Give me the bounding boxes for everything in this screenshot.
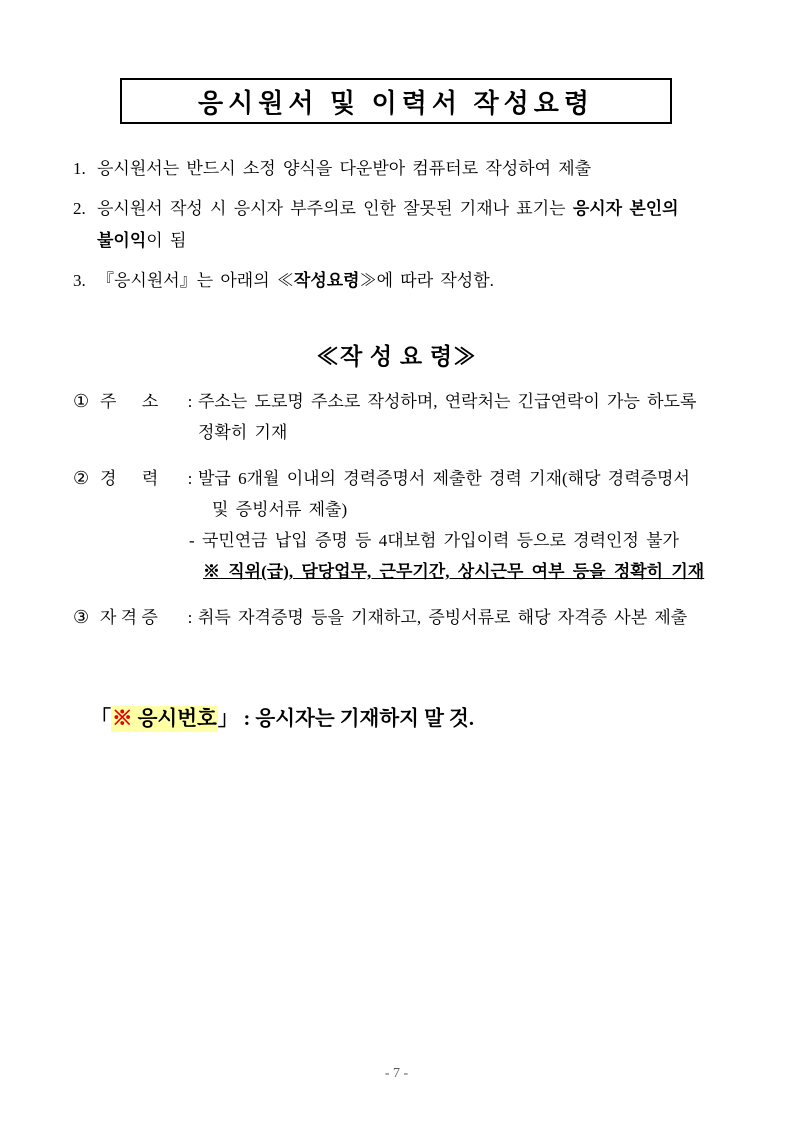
item-text [97, 265, 743, 297]
guide-label: 자 격 증 [100, 608, 158, 627]
item-text [97, 193, 743, 257]
text-line: - 국민연금 납입 증명 등 4대보험 가입이력 등으로 경력인정 불가 [189, 531, 679, 550]
text-segment: ≫에 따라 작성함. [359, 271, 494, 290]
text-segment-bold: 불이익 [97, 231, 147, 250]
title-box [120, 78, 672, 124]
intro-item-2 [73, 193, 743, 257]
intro-item-1 [73, 153, 743, 185]
colon-separator: : [187, 608, 193, 627]
text-line: 취득 자격증명 등을 기재하고, 증빙서류로 해당 자격증 사본 제출 [198, 608, 688, 627]
item-number: 1. [73, 159, 86, 178]
text-segment: 응시원서 작성 시 응시자 부주의로 인한 잘못된 기재나 표기는 [97, 199, 573, 218]
guide-content [198, 602, 753, 633]
guide-item-certificate [73, 602, 753, 633]
circled-number: ③ [73, 607, 90, 627]
page-number: - 7 - [384, 1066, 409, 1081]
text-line: 발급 6개월 이내의 경력증명서 제출한 경력 기재(해당 경력증명서 [198, 469, 690, 488]
guide-item-address [73, 386, 753, 448]
intro-item-3 [73, 265, 743, 297]
reference-mark: ※ [112, 708, 133, 730]
colon-separator: : [187, 392, 193, 411]
intro-list [73, 153, 743, 297]
item-number: 2. [73, 199, 86, 218]
text-segment: 『응시원서』는 아래의 ≪ [97, 271, 294, 290]
text-segment-bold: 작성요령 [293, 271, 360, 290]
guide-label: 주 소 [100, 392, 159, 411]
text-line [97, 193, 743, 225]
text-line [97, 225, 743, 257]
open-bracket: 「 [90, 708, 111, 730]
page-title: 응시원서 및 이력서 작성요령 [198, 88, 594, 118]
guide-content [189, 463, 753, 587]
colon-separator: : [187, 469, 193, 488]
guide-list [73, 386, 753, 633]
close-bracket: 」 [217, 708, 239, 730]
item-text [97, 153, 743, 185]
notice-title: 응시번호 [132, 708, 217, 730]
notice-rest: : 응시자는 기재하지 말 것. [238, 708, 474, 730]
circled-number: ① [73, 391, 90, 411]
highlighted-phrase [111, 706, 218, 732]
text-line: 정확히 기재 [198, 423, 288, 442]
circled-number: ② [73, 468, 90, 488]
text-line: 주소는 도로명 주소로 작성하며, 연락처는 긴급연락이 가능 하도록 [198, 392, 697, 411]
guide-content [198, 386, 753, 448]
text-line: 및 증빙서류 제출) [212, 500, 348, 519]
section-heading: ≪작 성 요 령≫ [315, 344, 478, 369]
text-line-emphasized: ※ 직위(급), 담당업무, 근무기간, 상시근무 여부 등을 정확히 기재 [203, 562, 705, 581]
guide-item-career [73, 463, 753, 587]
guide-label: 경 력 [100, 469, 159, 488]
text-segment: 이 됨 [146, 231, 187, 250]
text-segment: 응시원서는 반드시 소정 양식을 다운받아 컴퓨터로 작성하여 제출 [97, 159, 592, 178]
exam-number-notice [70, 678, 763, 754]
text-segment-bold: 응시자 본인의 [572, 199, 679, 218]
item-number: 3. [73, 271, 86, 290]
